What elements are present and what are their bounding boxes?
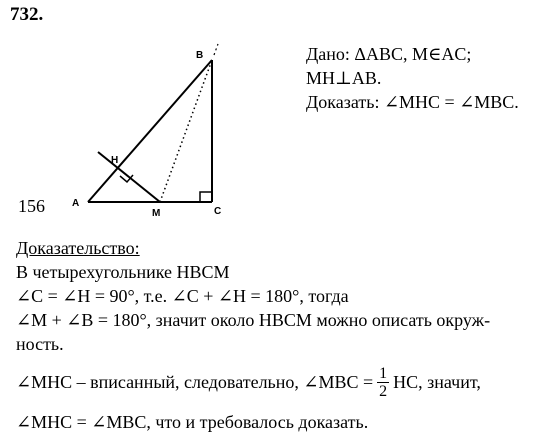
side-ab-extension (214, 44, 218, 55)
fraction-denominator: 2 (379, 382, 388, 400)
segment-mb-dotted (160, 60, 212, 202)
fraction-one-half (377, 365, 389, 400)
proof-line-5 (16, 362, 552, 402)
fraction-numerator: 1 (379, 364, 388, 382)
proof-title: Доказательство: (16, 238, 140, 258)
prove-line: Доказать: ∠MHC = ∠MBC. (306, 92, 519, 112)
problem-number: 732. (10, 4, 44, 25)
label-a: A (72, 198, 80, 209)
label-c: C (214, 206, 222, 217)
proof-line-4: ность. (16, 334, 64, 354)
given-line-1: Дано: ΔABC, M∈AC; (306, 44, 472, 64)
proof-line-1: В четырехугольнике HBCM (16, 262, 230, 282)
label-h: H (111, 155, 119, 166)
proof-line-2: ∠C = ∠H = 90°, т.е. ∠C + ∠H = 180°, тогда (16, 286, 349, 306)
given-block (306, 42, 519, 114)
given-line-2: MH⊥AB. (306, 68, 382, 88)
geometry-figure (0, 0, 300, 230)
proof-block (16, 236, 552, 434)
proof-line-5-end: HC, значит, (393, 372, 481, 392)
right-angle-mark-c (200, 192, 212, 202)
label-m: M (152, 208, 161, 219)
proof-line-6: ∠MHC = ∠MBC, что и требовалось доказать. (16, 412, 369, 432)
side-ab (88, 60, 212, 202)
segment-mh (98, 152, 160, 202)
label-b: B (196, 50, 204, 61)
proof-line-3: ∠M + ∠B = 180°, значит около HBCM можно описать окруж- (16, 310, 491, 330)
page-number: 156 (18, 196, 45, 216)
proof-line-5-start: ∠MHC – вписанный, следовательно, ∠MBC = (16, 372, 374, 392)
